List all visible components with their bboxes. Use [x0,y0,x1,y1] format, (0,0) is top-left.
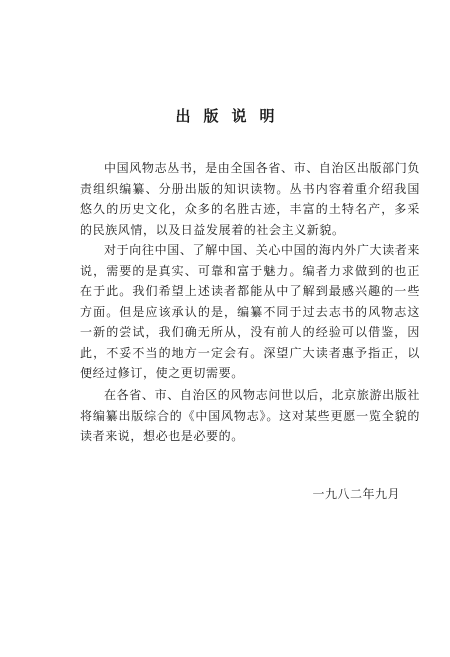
paragraph-1: 中国风物志丛书，是由全国各省、市、自治区出版部门负责组织编纂、分册出版的知识读物。丛书内容着重介绍我国悠久的历史文化，众多的名胜古迹，丰富的土特名产，多采的民族风情，以及日益发展着的社会主义新貌。 [80,161,420,237]
publication-date: 一九八二年九月 [312,487,400,501]
paragraph-3: 在各省、市、自治区的风物志问世以后，北京旅游出版社将编纂出版综合的《中国风物志》。这对某些更愿一览全貌的读者来说，想必也是必要的。 [80,388,420,443]
page-title: 出版说明 [175,107,288,125]
paragraph-2: 对于向往中国、了解中国、关心中国的海内外广大读者来说，需要的是真实、可靠和富于魅力。编者力求做到的也正在于此。我们希望上述读者都能从中了解到最感兴趣的一些方面。但是应该承认的是，编纂不同于过去志书的风物志这一新的尝试，我们确无所从，没有前人的经验可以借鉴，因此，不妥不当的地方一定会有。深望广大读者惠予指正，以便经过修订，使之更切需要。 [80,243,420,380]
